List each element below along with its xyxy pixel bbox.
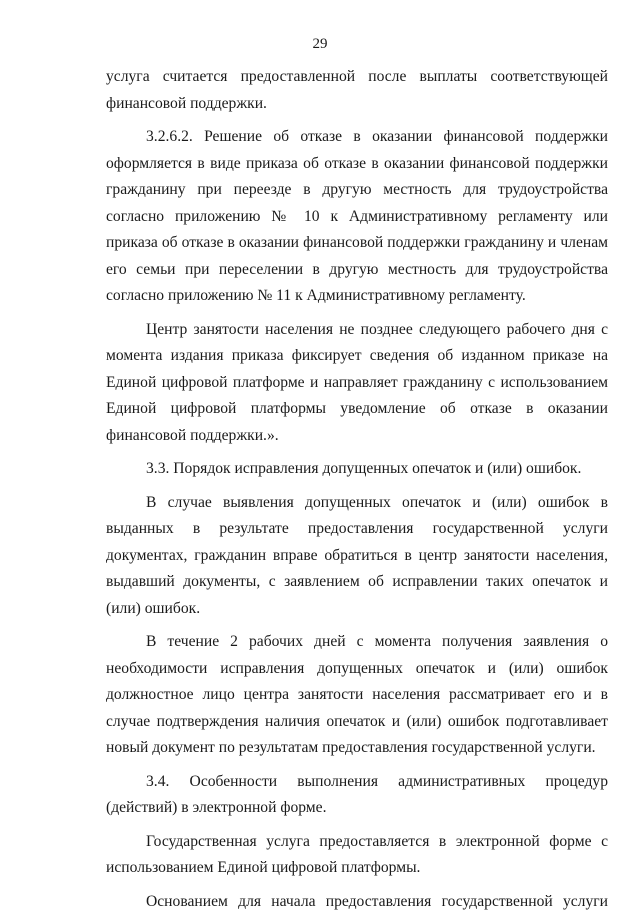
paragraph-employment-center: Центр занятости населения не позднее следующего рабочего дня с момента издания приказа фиксирует сведения об изданном приказе на Единой цифровой платформе и направляет гражданину с использованием Единой цифровой платформы уведомление об отказе в оказании финансовой поддержки.». xyxy=(106,320,608,444)
section-heading-3-4: 3.4. Особенности выполнения административных процедур (действий) в электронной форме. xyxy=(106,772,608,816)
paragraph-errors-detected: В случае выявления допущенных опечаток и (или) ошибок в выданных в результате предоставления государственной услуги документах, гражданин вправе обратиться в центр занятости населения, выдавший документы, с заявлением об исправлении таких опечаток и (или) ошибок. xyxy=(106,493,608,617)
page-number: 29 xyxy=(312,36,328,52)
document-body xyxy=(106,64,608,922)
paragraph-continuation: услуга считается предоставленной после выплаты соответствующей финансовой поддержки. xyxy=(106,68,608,112)
section-heading-3-3: 3.3. Порядок исправления допущенных опечаток и (или) ошибок. xyxy=(146,460,582,477)
paragraph-basis-start: Основанием для начала предоставления государственной услуги xyxy=(146,892,608,910)
paragraph-two-days: В течение 2 рабочих дней с момента получения заявления о необходимости исправления допущенных опечаток и (или) ошибок должностное лицо центра занятости населения рассматривает его и в случае подтверждения наличия опечаток и (или) ошибок подготавливает новый документ по результатам предоставления государственной услуги. xyxy=(106,633,608,756)
paragraph-3-2-6-2: 3.2.6.2. Решение об отказе в оказании финансовой поддержки оформляется в виде приказа об отказе в оказании финансовой поддержки гражданину при переезде в другую местность для трудоустройства согласно приложению № 10 к Административному регламенту или приказа об отказе в оказании финансовой поддержки гражданину и членам его семьи при переселении в другую местность для трудоустройства согласно приложению № 11 к Административному регламенту. xyxy=(106,128,608,304)
paragraph-electronic-form: Государственная услуга предоставляется в электронной форме с использованием Единой цифровой платформы. xyxy=(106,832,608,876)
